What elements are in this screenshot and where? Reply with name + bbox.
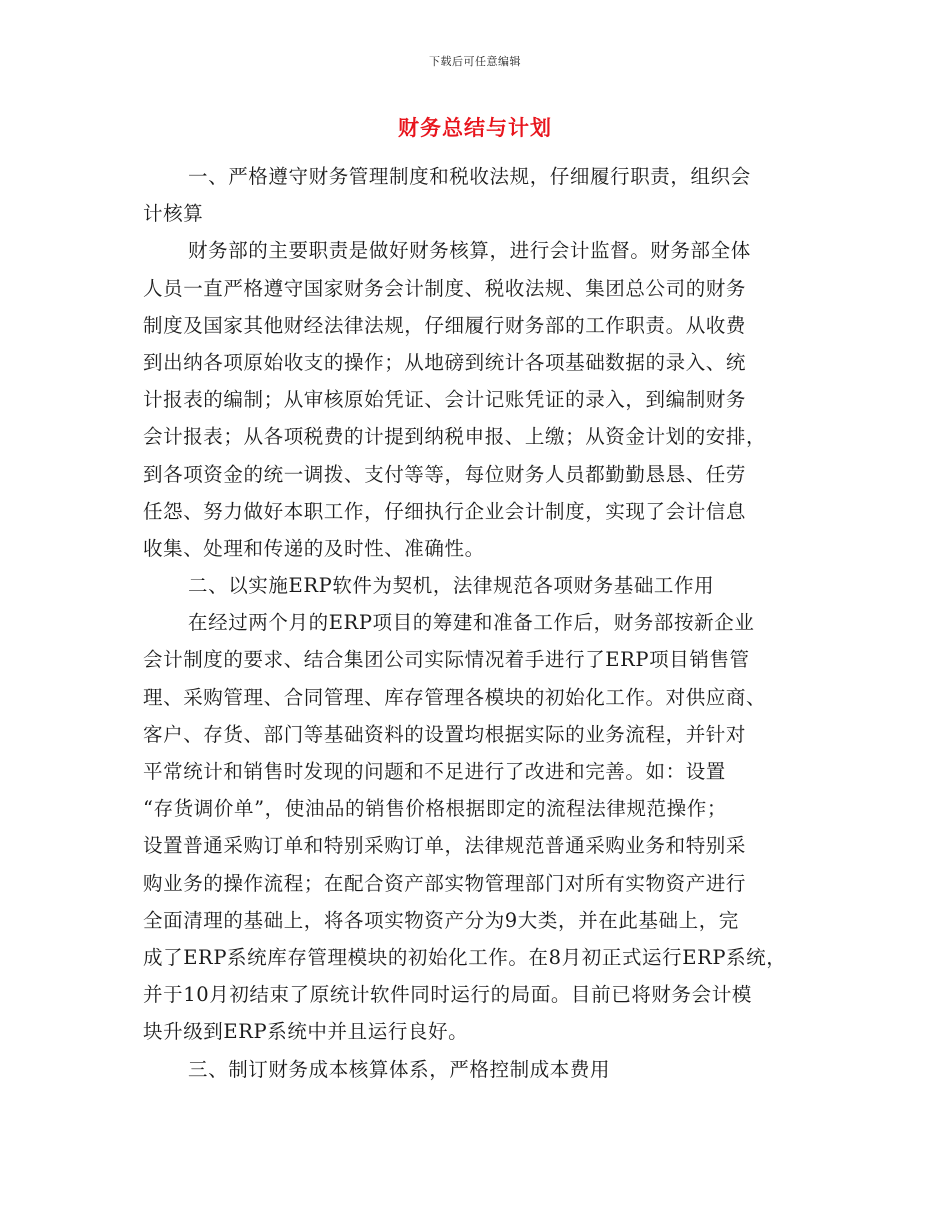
section-heading-1-line-1: 一、严格遵守财务管理制度和税收法规，仔细履行职责，组织会: [188, 165, 751, 188]
paragraph-line: 平常统计和销售时发现的问题和不足进行了改进和完善。如：设置: [143, 760, 726, 783]
paragraph-line: 人员一直严格遵守国家财务会计制度、税收法规、集团总公司的财务: [143, 276, 747, 300]
paragraph-line: 会计制度的要求、结合集团公司实际情况着手进行了ERP项目销售管: [143, 648, 750, 672]
paragraph-line: 全面清理的基础上，将各项实物资产分为9大类，并在此基础上，完: [143, 908, 739, 932]
paragraph-line: 到出纳各项原始收支的操作；从地磅到统计各项基础数据的录入、统: [143, 350, 747, 374]
paragraph-line: 块升级到ERP系统中并且运行良好。: [143, 1020, 469, 1044]
paragraph-line: 并于10月初结束了原统计软件同时运行的局面。目前已将财务会计模: [143, 983, 752, 1007]
paragraph-line: 制度及国家其他财经法律法规，仔细履行财务部的工作职责。从收费: [143, 313, 747, 337]
document-title: 财务总结与计划: [398, 116, 552, 140]
section-heading-3: 三、制订财务成本核算体系，严格控制成本费用: [188, 1057, 611, 1081]
paragraph-line: 会计报表；从各项税费的计提到纳税申报、上缴；从资金计划的安排，: [143, 425, 767, 449]
paragraph-line: 在经过两个月的ERP项目的筹建和准备工作后，财务部按新企业: [188, 611, 755, 635]
paragraph-line: 计报表的编制；从审核原始凭证、会计记账凭证的录入，到编制财务: [143, 388, 747, 412]
document-body: [143, 158, 823, 1088]
paragraph-line: 购业务的操作流程；在配合资产部实物管理部门对所有实物资产进行: [143, 871, 747, 895]
paragraph-line: 理、采购管理、合同管理、库存管理各模块的初始化工作。对供应商、: [143, 685, 767, 709]
paragraph-line: 收集、处理和传递的及时性、准确性。: [143, 536, 485, 560]
paragraph-line: 成了ERP系统库存管理模块的初始化工作。在8月初正式运行ERP系统，: [143, 945, 787, 969]
paragraph-line: 任怨、努力做好本职工作，仔细执行企业会计制度，实现了会计信息: [143, 499, 747, 523]
header-note: 下载后可任意编辑: [429, 55, 521, 68]
paragraph-line: 设置普通采购订单和特别采购订单，法律规范普通采购业务和特别采: [143, 834, 747, 858]
paragraph-line: 财务部的主要职责是做好财务核算，进行会计监督。财务部全体: [188, 239, 751, 263]
paragraph-line: 客户、存货、部门等基础资料的设置均根据实际的业务流程，并针对: [143, 722, 747, 746]
paragraph-line: “存货调价单”，使油品的销售价格根据即定的流程法律规范操作；: [143, 797, 727, 821]
section-heading-1-line-2: 计核算: [143, 202, 204, 226]
paragraph-line: 到各项资金的统一调拨、支付等等，每位财务人员都勤勤恳恳、任劳: [143, 462, 747, 486]
section-heading-2: 二、以实施ERP软件为契机，法律规范各项财务基础工作用: [188, 574, 715, 598]
